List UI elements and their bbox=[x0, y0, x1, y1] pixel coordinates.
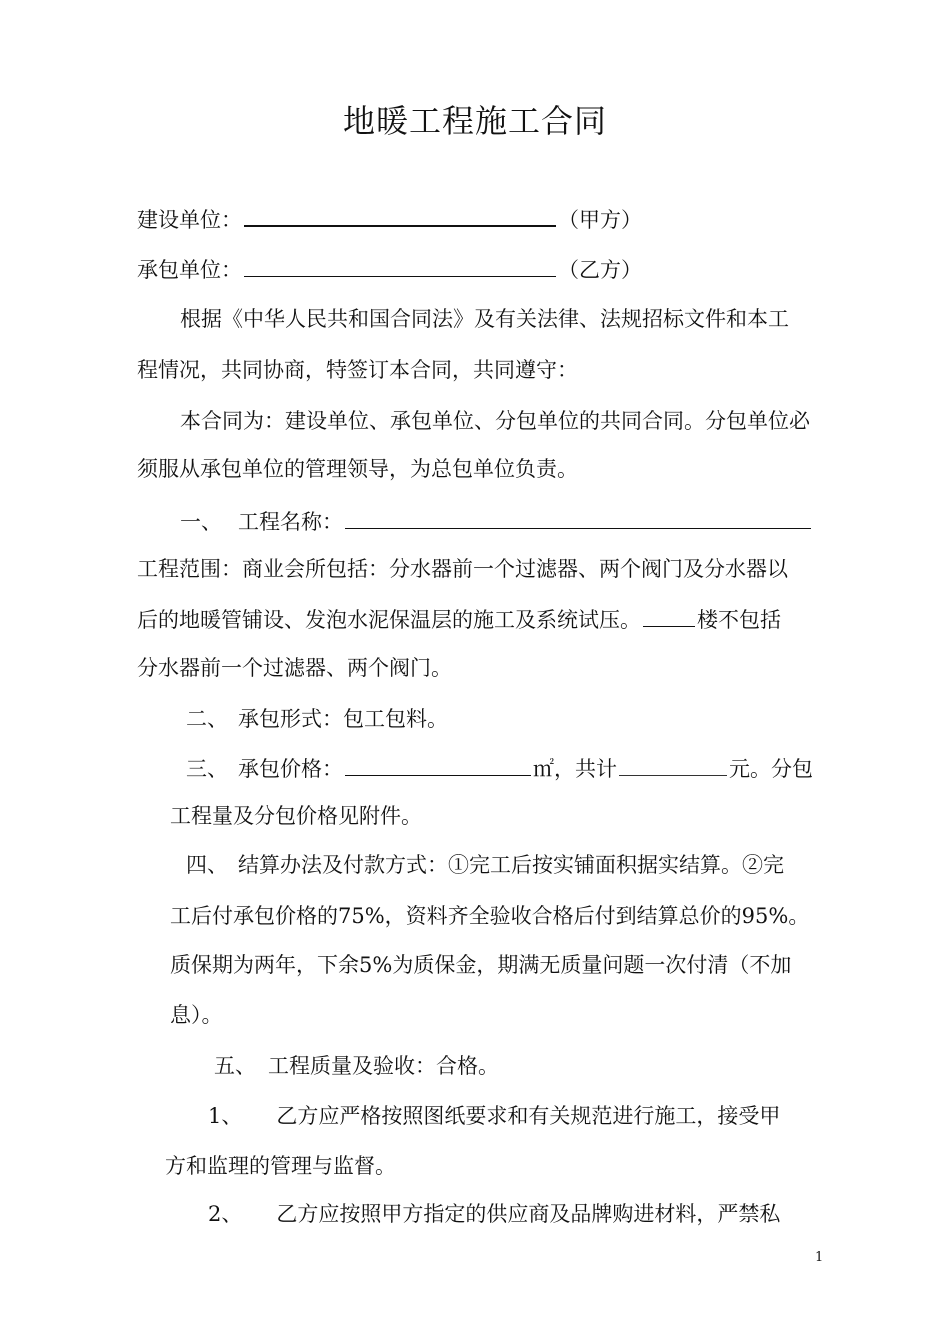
section4-number: 四、 bbox=[186, 853, 228, 877]
page-number: 1 bbox=[815, 1250, 824, 1265]
building-blank bbox=[643, 604, 695, 627]
section3-label: 承包价格： bbox=[238, 757, 343, 781]
section2-line bbox=[186, 705, 448, 733]
scope-line-1: 工程范围：商业会所包括：分水器前一个过滤器、两个阀门及分水器以 bbox=[137, 557, 788, 581]
item1-line-2: 方和监理的管理与监督。 bbox=[165, 1154, 396, 1178]
scope-line-2b: 楼不包括 bbox=[697, 608, 781, 632]
unit-price-blank bbox=[345, 753, 531, 776]
intro-line-1: 根据《中华人民共和国合同法》及有关法律、法规招标文件和本工 bbox=[180, 307, 789, 331]
section4-text-1: 结算办法及付款方式：①完工后按实铺面积据实结算。②完 bbox=[238, 853, 784, 877]
section5-number: 五、 bbox=[214, 1054, 256, 1078]
section1-line bbox=[180, 506, 813, 536]
party-b-suffix: （乙方） bbox=[558, 258, 642, 282]
scope-line-2a: 后的地暖管铺设、发泡水泥保温层的施工及系统试压。 bbox=[137, 608, 641, 632]
party-a-blank bbox=[244, 203, 556, 227]
section3-line bbox=[186, 753, 813, 783]
section4-line-4: 息）。 bbox=[170, 1003, 223, 1027]
section5-text: 工程质量及验收：合格。 bbox=[268, 1054, 499, 1078]
section2-text: 承包形式：包工包料。 bbox=[238, 707, 448, 731]
scope-line-3: 分水器前一个过滤器、两个阀门。 bbox=[137, 656, 452, 680]
party-b-blank bbox=[244, 254, 556, 277]
total-price-blank bbox=[619, 753, 727, 776]
section3-tail: 元。分包 bbox=[729, 757, 813, 781]
item1-number: 1、 bbox=[208, 1104, 243, 1128]
section2-number: 二、 bbox=[186, 707, 228, 731]
item2-number: 2、 bbox=[208, 1202, 243, 1226]
party-a-label: 建设单位： bbox=[137, 208, 242, 232]
section3-number: 三、 bbox=[186, 757, 228, 781]
scope-line-2 bbox=[137, 604, 781, 634]
item2-text-1: 乙方应按照甲方指定的供应商及品牌购进材料，严禁私 bbox=[276, 1202, 781, 1226]
party-b-line bbox=[137, 254, 642, 284]
section5-line bbox=[214, 1052, 499, 1080]
section1-label: 工程名称： bbox=[238, 510, 343, 534]
preamble-line-2: 须服从承包单位的管理领导，为总包单位负责。 bbox=[137, 457, 578, 481]
project-name-blank bbox=[345, 506, 811, 529]
item1-line-1 bbox=[208, 1102, 780, 1130]
section4-line-2: 工后付承包价格的75%，资料齐全验收合格后付到结算总价的95%。 bbox=[170, 904, 810, 928]
item1-text-1: 乙方应严格按照图纸要求和有关规范进行施工，接受甲 bbox=[276, 1104, 781, 1128]
section3-line-2: 工程量及分包价格见附件。 bbox=[170, 804, 422, 828]
party-a-suffix: （甲方） bbox=[558, 208, 642, 232]
section1-number: 一、 bbox=[180, 510, 222, 534]
section4-line-1 bbox=[186, 851, 784, 879]
intro-line-2: 程情况，共同协商，特签订本合同，共同遵守： bbox=[137, 358, 578, 382]
section3-unit: ㎡，共计 bbox=[533, 757, 617, 781]
section4-line-3: 质保期为两年，下余5%为质保金，期满无质量问题一次付清（不加 bbox=[170, 953, 792, 977]
preamble-line-1: 本合同为：建设单位、承包单位、分包单位的共同合同。分包单位必 bbox=[180, 409, 810, 433]
item2-line-1 bbox=[208, 1200, 780, 1228]
document-title: 地暖工程施工合同 bbox=[342, 102, 607, 140]
party-a-line bbox=[137, 203, 642, 234]
party-b-label: 承包单位： bbox=[137, 258, 242, 282]
